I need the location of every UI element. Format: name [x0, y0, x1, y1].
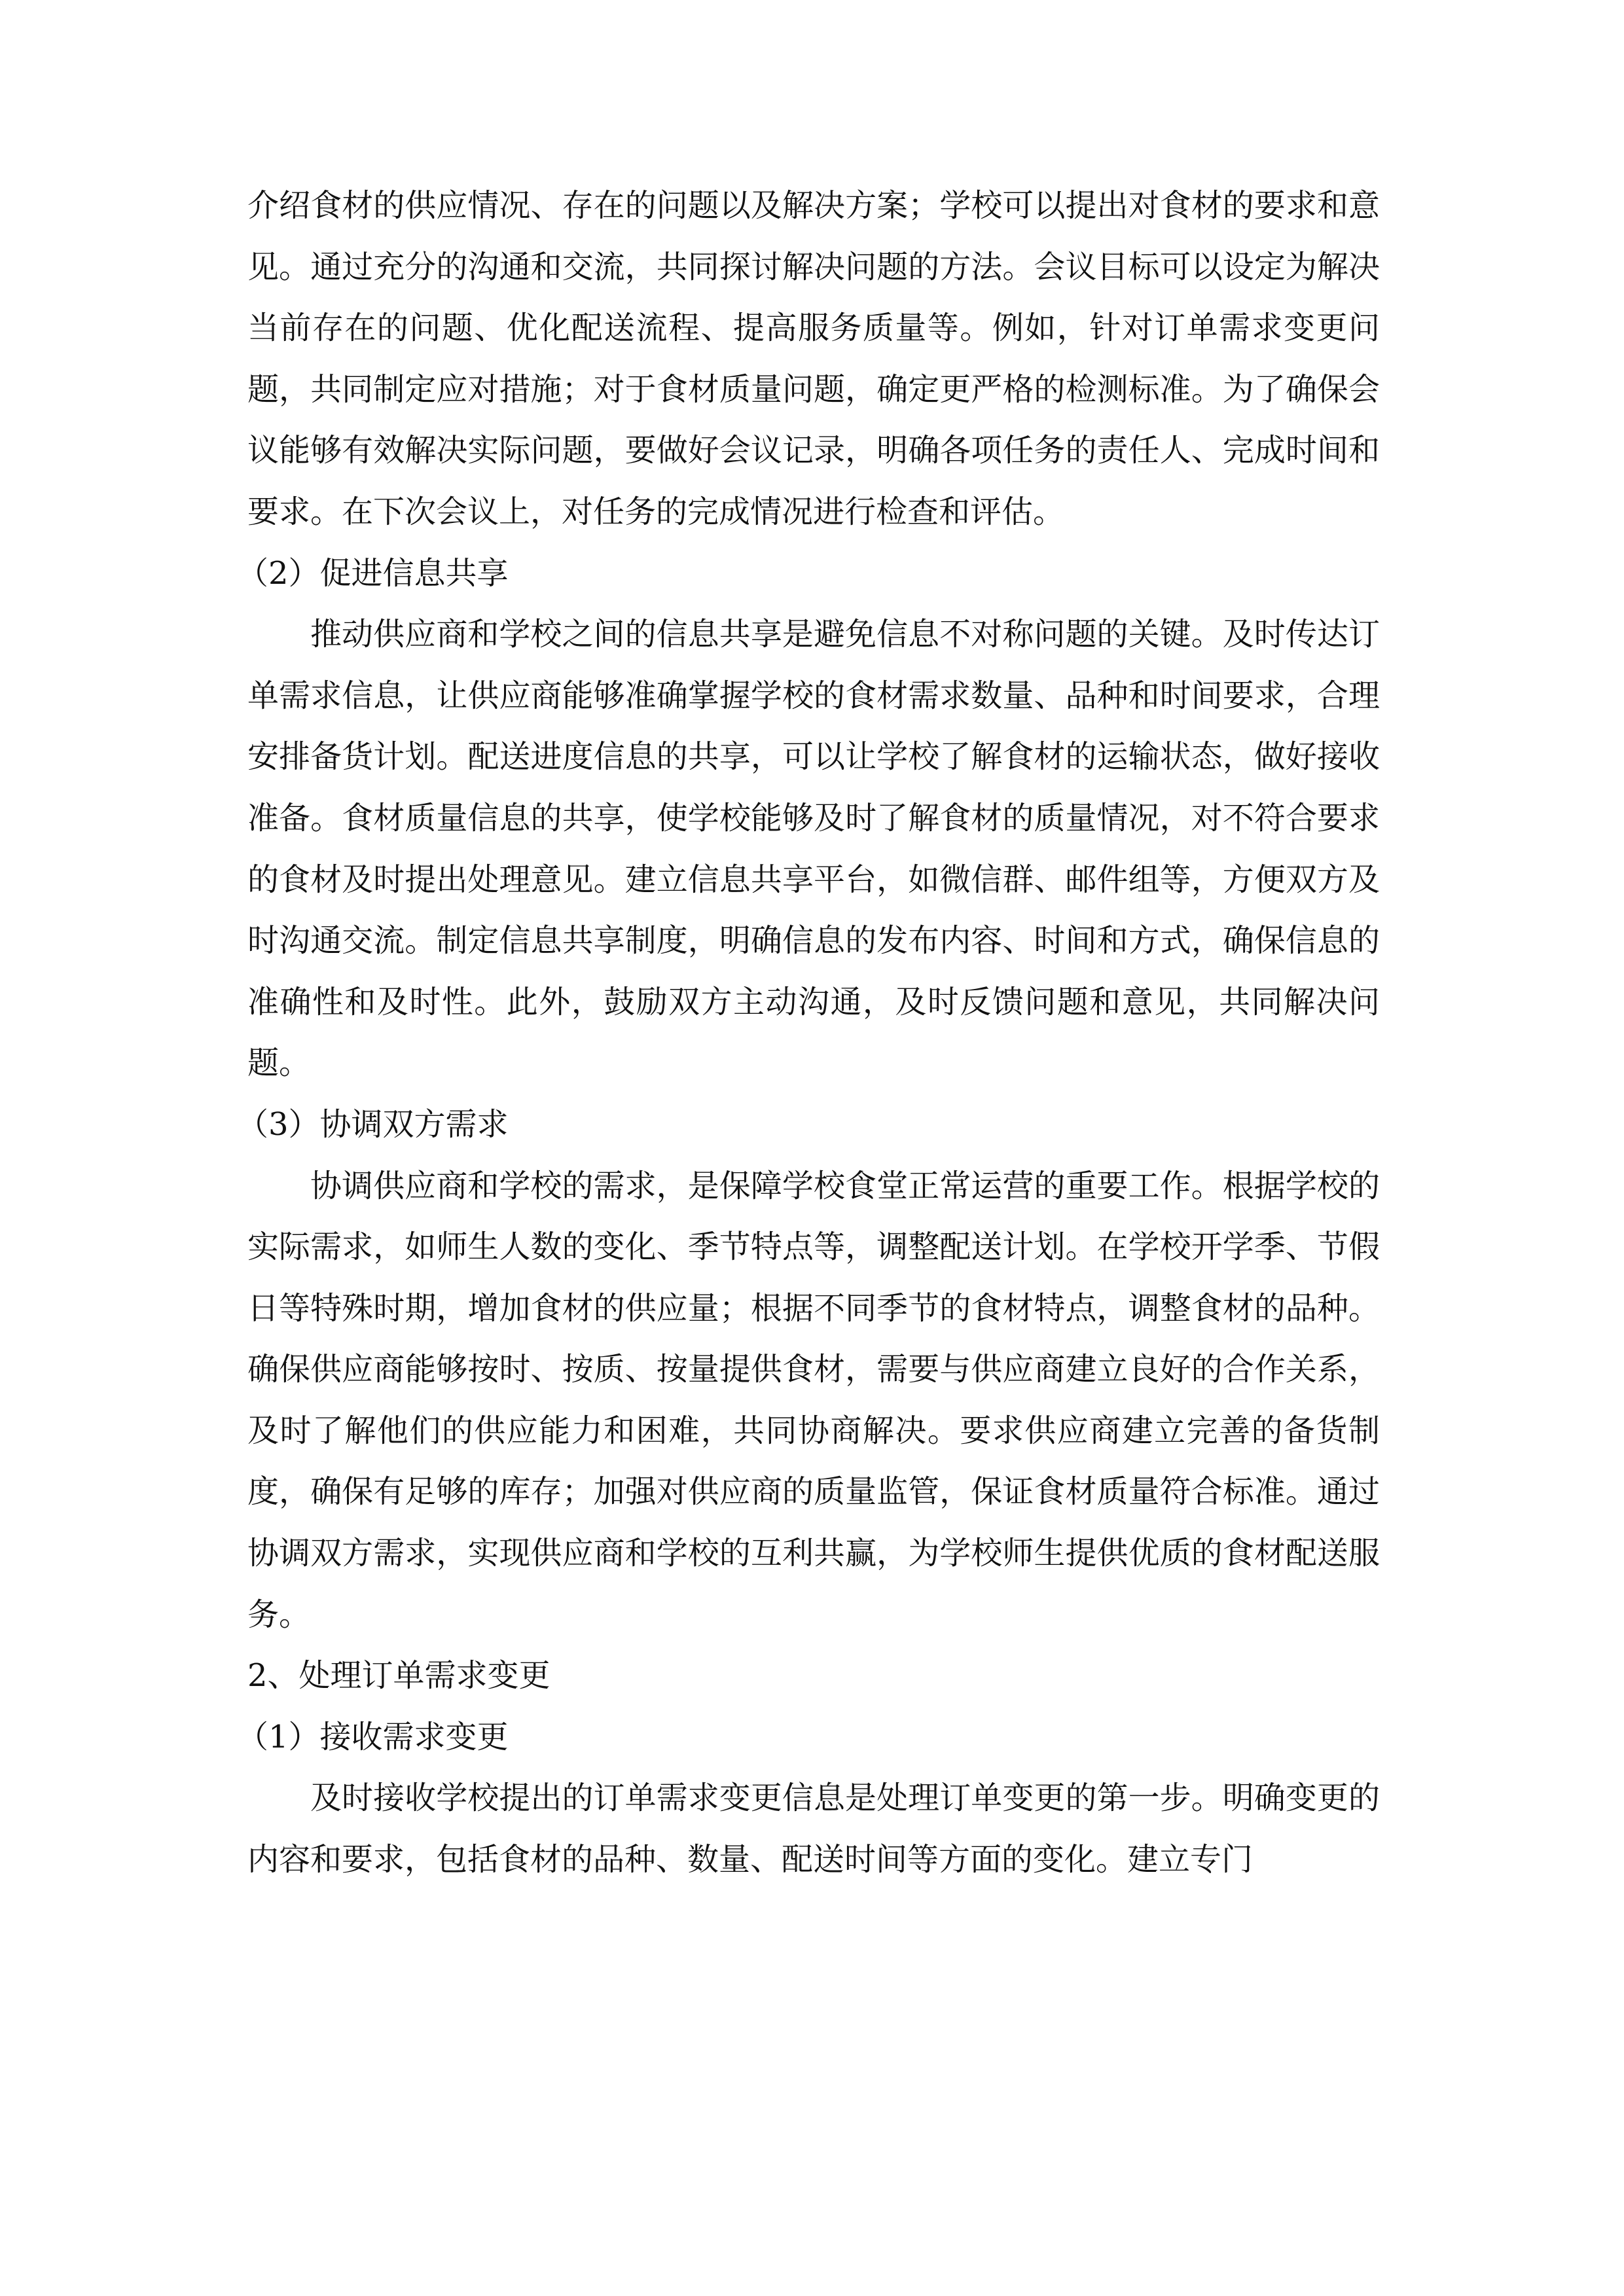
- paragraph-info-sharing: 推动供应商和学校之间的信息共享是避免信息不对称问题的关键。及时传达订单需求信息，让供应商能够准确掌握学校的食材需求数量、品种和时间要求，合理安排备货计划。配送进度信息的共享，可以让学校了解食材的运输状态，做好接收准备。食材质量信息的共享，使学校能够及时了解食材的质量情况，对不符合要求的食材及时提出处理意见。建立信息共享平台，如微信群、邮件组等，方便双方及时沟通交流。制定信息共享制度，明确信息的发布内容、时间和方式，确保信息的准确性和及时性。此外，鼓励双方主动沟通，及时反馈问题和意见，共同解决问题。: [247, 616, 1380, 1082]
- paragraph-coordinate-needs: 协调供应商和学校的需求，是保障学校食堂正常运营的重要工作。根据学校的实际需求，如师生人数的变化、季节特点等，调整配送计划。在学校开学季、节假日等特殊时期，增加食材的供应量；根据不同季节的食材特点，调整食材的品种。确保供应商能够按时、按质、按量提供食材，需要与供应商建立良好的合作关系，及时了解他们的供应能力和困难，共同协商解决。要求供应商建立完善的备货制度，确保有足够的库存；加强对供应商的质量监管，保证食材质量符合标准。通过协调双方需求，实现供应商和学校的互利共赢，为学校师生提供优质的食材配送服务。: [247, 1167, 1380, 1633]
- document-body: [237, 175, 1380, 1891]
- paragraph-receive-changes: 及时接收学校提出的订单需求变更信息是处理订单变更的第一步。明确变更的内容和要求，包括食材的品种、数量、配送时间等方面的变化。建立专门: [247, 1780, 1380, 1878]
- heading-promote-info-sharing: （2）促进信息共享: [237, 554, 509, 592]
- heading-handle-order-changes: 2、处理订单需求变更: [247, 1657, 550, 1695]
- heading-coordinate-needs: （3）协调双方需求: [237, 1105, 509, 1143]
- heading-receive-changes: （1）接收需求变更: [237, 1718, 509, 1755]
- paragraph-meeting-summary: 介绍食材的供应情况、存在的问题以及解决方案；学校可以提出对食材的要求和意见。通过充分的沟通和交流，共同探讨解决问题的方法。会议目标可以设定为解决当前存在的问题、优化配送流程、提高服务质量等。例如，针对订单需求变更问题，共同制定应对措施；对于食材质量问题，确定更严格的检测标准。为了确保会议能够有效解决实际问题，要做好会议记录，明确各项任务的责任人、完成时间和要求。在下次会议上，对任务的完成情况进行检查和评估。: [247, 187, 1380, 530]
